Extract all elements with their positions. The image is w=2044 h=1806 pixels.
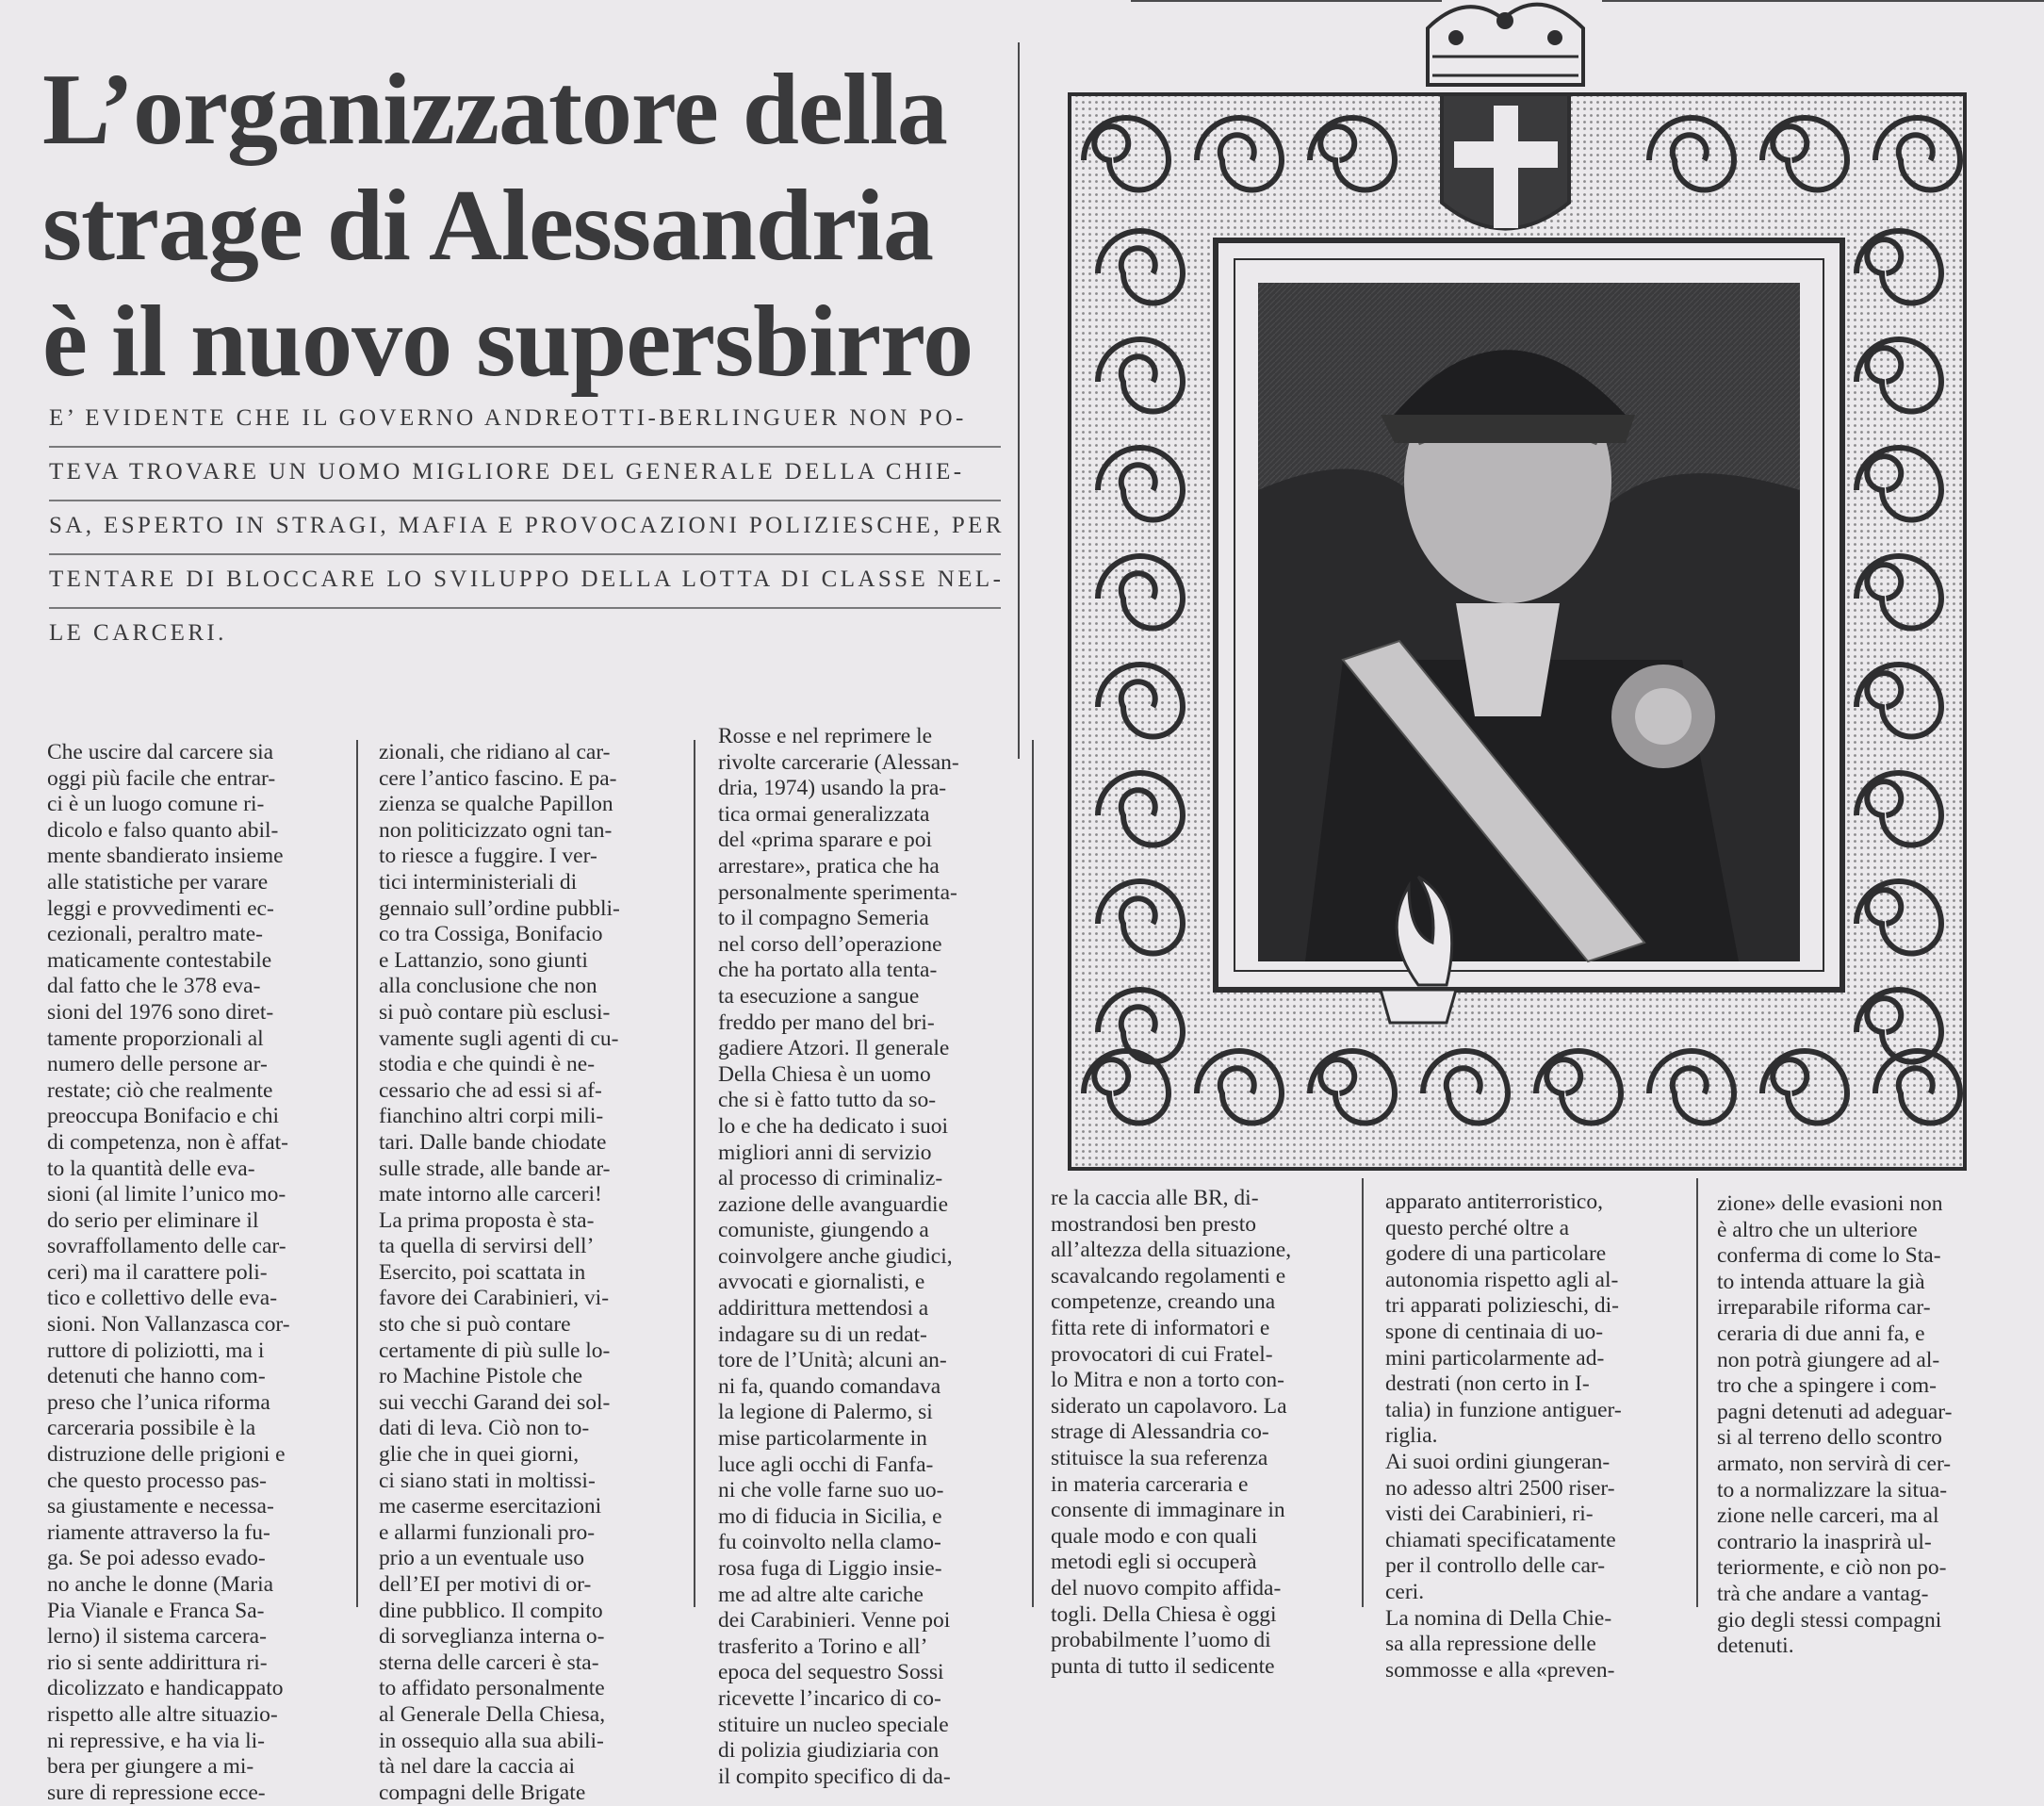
article-line: cessario che ad essi si af- [379, 1077, 602, 1103]
article-line: lo Mitra e non a torto con- [1051, 1368, 1284, 1393]
column-rule [356, 740, 358, 1607]
article-line: al processo di criminaliz- [718, 1166, 943, 1191]
article-line: Che uscire dal carcere sia [47, 740, 274, 764]
article-line: dal fatto che le 378 eva- [47, 974, 261, 999]
article-column-6 [1717, 1191, 2028, 1660]
article-line: ricevette l’incarico di co- [718, 1685, 941, 1711]
article-line: to affidato personalmente [379, 1676, 605, 1701]
article-line: cere l’antico fascino. E pa- [379, 765, 617, 791]
article-line: preoccupa Bonifacio e chi [47, 1104, 279, 1129]
headline-line: è il nuovo supersbirro [42, 286, 973, 398]
article-line: autonomia rispetto agli al- [1385, 1267, 1619, 1292]
article-line: stituire un nucleo speciale [718, 1712, 949, 1737]
article-line: co tra Cossiga, Bonifacio [379, 922, 603, 947]
article-line: zienza se qualche Papillon [379, 792, 613, 817]
article-line: trasferito a Torino e all’ [718, 1634, 928, 1659]
article-line: provocatori di cui Fratel- [1051, 1341, 1273, 1367]
article-line: rosa fuga di Liggio insie- [718, 1556, 942, 1581]
standfirst-line: LE CARCERI. [49, 620, 227, 646]
headline-line: L’organizzatore della [42, 54, 947, 166]
article-line: me ad altre alte cariche [718, 1582, 924, 1607]
article-line: strage di Alessandria co- [1051, 1420, 1269, 1445]
article-line: prio a un eventuale uso [379, 1546, 584, 1571]
article-line: stituisce la sua referenza [1051, 1445, 1268, 1470]
article-line: dicolizzato e handicappato [47, 1676, 284, 1701]
article-line: che questo processo pas- [47, 1468, 267, 1493]
article-line: luce agli occhi di Fanfa- [718, 1452, 934, 1477]
article-line: è altro che un ulteriore [1717, 1217, 1918, 1242]
article-line: La nomina di Della Chie- [1385, 1605, 1612, 1631]
article-line: probabilmente l’uomo di [1051, 1628, 1271, 1653]
article-line: lo e che ha dedicato i suoi [718, 1113, 949, 1139]
article-line: punta di tutto il sedicente [1051, 1653, 1275, 1679]
article-line: avvocati e giornalisti, e [718, 1270, 925, 1295]
article-line: gennaio sull’ordine pubbli- [379, 895, 620, 921]
article-line: preso che l’unica riforma [47, 1389, 270, 1415]
article-line: me caserme esercitazioni [379, 1494, 602, 1519]
article-line: sa giustamente e necessa- [47, 1494, 274, 1519]
article-line: zionali, che ridiano al car- [379, 740, 611, 764]
standfirst-line: SA, ESPERTO IN STRAGI, MAFIA E PROVOCAZIONI POLIZIESCHE, PER [49, 501, 1001, 555]
article-line: bera per giungere a mi- [47, 1754, 254, 1780]
article-line: numero delle persone ar- [47, 1052, 268, 1077]
article-line: destrati (non certo in I- [1385, 1371, 1590, 1397]
article-line: maticamente contestabile [47, 947, 272, 973]
article-line: riamente attraverso la fu- [47, 1519, 270, 1545]
article-line: rispetto alle altre situazio- [47, 1701, 278, 1727]
article-line: Esercito, poi scattata in [379, 1259, 586, 1285]
officer-portrait-photo [1258, 283, 1800, 961]
article-line: tici interministeriali di [379, 869, 578, 895]
article-line: to riesce a fuggire. I ver- [379, 844, 597, 869]
article-line: mini particolarmente ad- [1385, 1345, 1605, 1371]
article-line: compagni delle Brigate [379, 1780, 586, 1805]
article-line: sa alla repressione delle [1385, 1632, 1596, 1657]
article-line: rivolte carcerarie (Alessan- [718, 749, 959, 775]
article-line: sommosse e alla «preven- [1385, 1657, 1615, 1683]
article-line: pagni detenuti ad adeguar- [1717, 1399, 1953, 1424]
article-line: ni fa, quando comandava [718, 1373, 941, 1399]
article-line: Della Chiesa è un uomo [718, 1061, 931, 1087]
article-line: sioni (al limite l’unico mo- [47, 1182, 286, 1207]
article-line: contrario la inasprirà ul- [1717, 1529, 1932, 1554]
article-line: questo perché oltre a [1385, 1215, 1570, 1240]
article-line: epoca del sequestro Sossi [718, 1660, 944, 1685]
article-line: favore dei Carabinieri, vi- [379, 1286, 610, 1311]
article-line: indagare su di un redat- [718, 1322, 927, 1347]
article-line: detenuti che hanno com- [47, 1364, 266, 1389]
article-line: stodia e che quindi è ne- [379, 1052, 596, 1077]
article-line: tri apparati polizieschi, di- [1385, 1293, 1619, 1319]
standfirst-line: TENTARE DI BLOCCARE LO SVILUPPO DELLA LOTTA DI CLASSE NEL- [49, 555, 1001, 609]
article-line: siderato un capolavoro. La [1051, 1393, 1287, 1419]
article-line: e allarmi funzionali pro- [379, 1519, 596, 1545]
article-line: riglia. [1385, 1423, 1438, 1449]
article-line: tamente proporzionali al [47, 1026, 264, 1051]
standfirst [49, 394, 1005, 663]
article-line: armato, non servirà di cer- [1717, 1451, 1952, 1476]
crown-emblem [1428, 5, 1583, 85]
article-line: togli. Della Chiesa è oggi [1051, 1601, 1277, 1627]
article-line: tari. Dalle bande chiodate [379, 1129, 607, 1155]
article-line: talia) in funzione antiguer- [1385, 1397, 1622, 1422]
column-rule [694, 740, 695, 1607]
article-line: mente sbandierato insieme [47, 844, 284, 869]
article-line: ci siano stati in moltissi- [379, 1468, 596, 1493]
headline [42, 52, 1004, 400]
article-line: all’altezza della situazione, [1051, 1238, 1292, 1263]
article-line: si al terreno dello scontro [1717, 1425, 1942, 1451]
column-rule [1032, 740, 1034, 1607]
article-line: to a normalizzare la situa- [1717, 1477, 1948, 1502]
article-line: per il controllo delle car- [1385, 1553, 1606, 1579]
article-line: glie che in quei giorni, [379, 1442, 580, 1468]
article-line: ceri) ma il carattere poli- [47, 1259, 268, 1285]
article-line: ro Machine Pistole che [379, 1364, 583, 1389]
article-line: di competenza, non è affat- [47, 1129, 288, 1155]
article-line: metodi egli si occuperà [1051, 1550, 1257, 1575]
article-line: ceri. [1385, 1579, 1425, 1604]
article-line: scavalcando regolamenti e [1051, 1263, 1286, 1289]
article-line: in ossequio alla sua abili- [379, 1728, 604, 1753]
article-line: teriormente, e ciò non po- [1717, 1555, 1947, 1581]
article-line: apparato antiterroristico, [1385, 1190, 1603, 1214]
article-line: dati di leva. Ciò non to- [379, 1416, 590, 1441]
article-line: freddo per mano del bri- [718, 1010, 935, 1035]
article-line: fitta rete di informatori e [1051, 1315, 1270, 1340]
article-line: del nuovo compito affida- [1051, 1575, 1282, 1601]
article-line: Ai suoi ordini giungeran- [1385, 1449, 1611, 1474]
framed-portrait-illustration [1060, 0, 2044, 1174]
article-line: to il compagno Semeria [718, 906, 929, 931]
article-line: che ha portato alla tenta- [718, 958, 938, 983]
article-line: chiamati specificatamente [1385, 1527, 1616, 1552]
article-line: ta esecuzione a sangue [718, 983, 920, 1009]
article-line: restate; ciò che realmente [47, 1077, 273, 1103]
article-line: che si è fatto tutto da so- [718, 1088, 937, 1113]
article-line: al Generale Della Chiesa, [379, 1701, 606, 1727]
article-line: sto che si può contare [379, 1312, 571, 1338]
article-line: ga. Se poi adesso evado- [47, 1546, 266, 1571]
article-line: zazione delle avanguardie [718, 1191, 948, 1217]
article-line: alle statistiche per varare [47, 869, 269, 895]
article-line: non potrà giungere ad al- [1717, 1347, 1940, 1372]
article-line: ni che volle farne suo uo- [718, 1478, 944, 1503]
article-line: ta quella di servirsi dell’ [379, 1234, 595, 1259]
article-line: carceraria possibile è la [47, 1416, 256, 1441]
article-line: godere di una particolare [1385, 1241, 1607, 1267]
article-line: no anche le donne (Maria [47, 1572, 274, 1597]
article-line: trà che andare a vantag- [1717, 1581, 1929, 1606]
article-line: fianchino altri corpi mili- [379, 1104, 604, 1129]
article-column-2 [379, 740, 680, 1806]
column-rule [1018, 42, 1020, 759]
article-line: tore de l’Unità; alcuni an- [718, 1348, 947, 1373]
headline-line: strage di Alessandria [42, 170, 934, 282]
standfirst-line: E’ EVIDENTE CHE IL GOVERNO ANDREOTTI-BERLINGUER NON PO- [49, 394, 1001, 448]
article-line: to intenda attuare la già [1717, 1269, 1925, 1294]
article-line: consente di immaginare in [1051, 1498, 1285, 1523]
article-line: Rosse e nel reprimere le [718, 724, 933, 748]
article-line: distruzione delle prigioni e [47, 1442, 286, 1468]
article-line: il compito specifico di da- [718, 1764, 951, 1789]
article-line: lerno) il sistema carcera- [47, 1624, 267, 1650]
article-column-5 [1385, 1190, 1687, 1683]
article-column-1 [47, 740, 347, 1806]
article-line: ci è un luogo comune ri- [47, 792, 265, 817]
article-line: oggi più facile che entrar- [47, 765, 276, 791]
article-line: sulle strade, alle bande ar- [379, 1156, 611, 1181]
article-line: dei Carabinieri. Venne poi [718, 1608, 951, 1634]
article-line: ni repressive, e ha via li- [47, 1728, 265, 1753]
article-line: vamente sugli agenti di cu- [379, 1026, 619, 1051]
article-line: fu coinvolto nella clamo- [718, 1530, 941, 1555]
article-line: dria, 1974) usando la pra- [718, 776, 947, 801]
article-line: no adesso altri 2500 riser- [1385, 1475, 1615, 1501]
article-line: si può contare più esclusi- [379, 999, 611, 1025]
article-line: quale modo e con quali [1051, 1523, 1258, 1549]
article-line: di polizia giudiziaria con [718, 1738, 940, 1764]
article-line: tica ormai generalizzata [718, 801, 930, 827]
article-line: coinvolgere anche giudici, [718, 1243, 953, 1269]
article-line: gadiere Atzori. Il generale [718, 1036, 950, 1061]
article-line: mo di fiducia in Sicilia, e [718, 1503, 942, 1529]
article-line: addirittura mettendosi a [718, 1296, 929, 1322]
article-line: mostrandosi ben presto [1051, 1211, 1256, 1237]
article-column-3 [718, 724, 1020, 1790]
article-line: alla conclusione che non [379, 974, 597, 999]
article-line: mate intorno alle carceri! [379, 1182, 602, 1207]
article-line: la legione di Palermo, si [718, 1400, 933, 1425]
article-line: dell’EI per motivi di or- [379, 1572, 592, 1597]
article-line: sui vecchi Garand dei sol- [379, 1389, 611, 1415]
article-line: dine pubblico. Il compito [379, 1598, 603, 1623]
article-line: La prima proposta è sta- [379, 1207, 595, 1233]
article-line: mise particolarmente in [718, 1426, 927, 1452]
article-line: sioni. Non Vallanzasca cor- [47, 1312, 290, 1338]
cross-shield [1442, 94, 1569, 229]
article-line: gio degli stessi compagni [1717, 1607, 1942, 1633]
article-line: to la quantità delle eva- [47, 1156, 255, 1181]
article-line: personalmente sperimenta- [718, 879, 957, 905]
article-column-4 [1051, 1186, 1352, 1680]
article-line: re la caccia alle BR, di- [1051, 1186, 1259, 1210]
article-line: zione» delle evasioni non [1717, 1191, 1943, 1216]
article-line: do serio per eliminare il [47, 1207, 259, 1233]
article-line: dicolo e falso quanto abil- [47, 817, 279, 843]
article-line: in materia carceraria e [1051, 1471, 1249, 1497]
article-line: ceraria di due anni fa, e [1717, 1321, 1925, 1346]
article-line: e Lattanzio, sono giunti [379, 947, 588, 973]
article-line: zione nelle carceri, ma al [1717, 1503, 1939, 1529]
article-line: sterna delle carceri è sta- [379, 1650, 599, 1675]
article-line: non politicizzato ogni tan- [379, 817, 613, 843]
article-line: tro che a spingere i com- [1717, 1373, 1937, 1399]
article-line: certamente di più sulle lo- [379, 1338, 611, 1363]
article-line: leggi e provvedimenti ec- [47, 895, 274, 921]
article-line: visti dei Carabinieri, ri- [1385, 1502, 1594, 1527]
article-line: conferma di come lo Sta- [1717, 1243, 1941, 1269]
article-line: competenze, creando una [1051, 1289, 1276, 1315]
column-rule [1696, 1178, 1698, 1607]
article-line: detenuti. [1717, 1634, 1794, 1659]
article-line: nel corso dell’operazione [718, 931, 942, 957]
article-line: cezionali, peraltro mate- [47, 922, 263, 947]
article-line: arrestare», pratica che ha [718, 853, 940, 878]
article-line: rio si sente addirittura ri- [47, 1650, 268, 1675]
article-line: ruttore di poliziotti, ma i [47, 1338, 265, 1363]
standfirst-line: TEVA TROVARE UN UOMO MIGLIORE DEL GENERALE DELLA CHIE- [49, 448, 1001, 501]
article-line: di sorveglianza interna o- [379, 1624, 605, 1650]
article-line: migliori anni di servizio [718, 1140, 932, 1165]
article-line: sovraffollamento delle car- [47, 1234, 286, 1259]
article-line: tà nel dare la caccia ai [379, 1754, 576, 1780]
article-line: sure di repressione ecce- [47, 1780, 266, 1805]
article-line: spone di centinaia di uo- [1385, 1319, 1604, 1344]
column-rule [1362, 1178, 1364, 1607]
article-line: del «prima sparare e poi [718, 828, 933, 853]
article-line: tico e collettivo delle eva- [47, 1286, 278, 1311]
article-line: sioni del 1976 sono diret- [47, 999, 274, 1025]
article-line: Pia Vianale e Franca Sa- [47, 1598, 265, 1623]
article-line: irreparabile riforma car- [1717, 1295, 1931, 1321]
article-line: comuniste, giungendo a [718, 1218, 929, 1243]
